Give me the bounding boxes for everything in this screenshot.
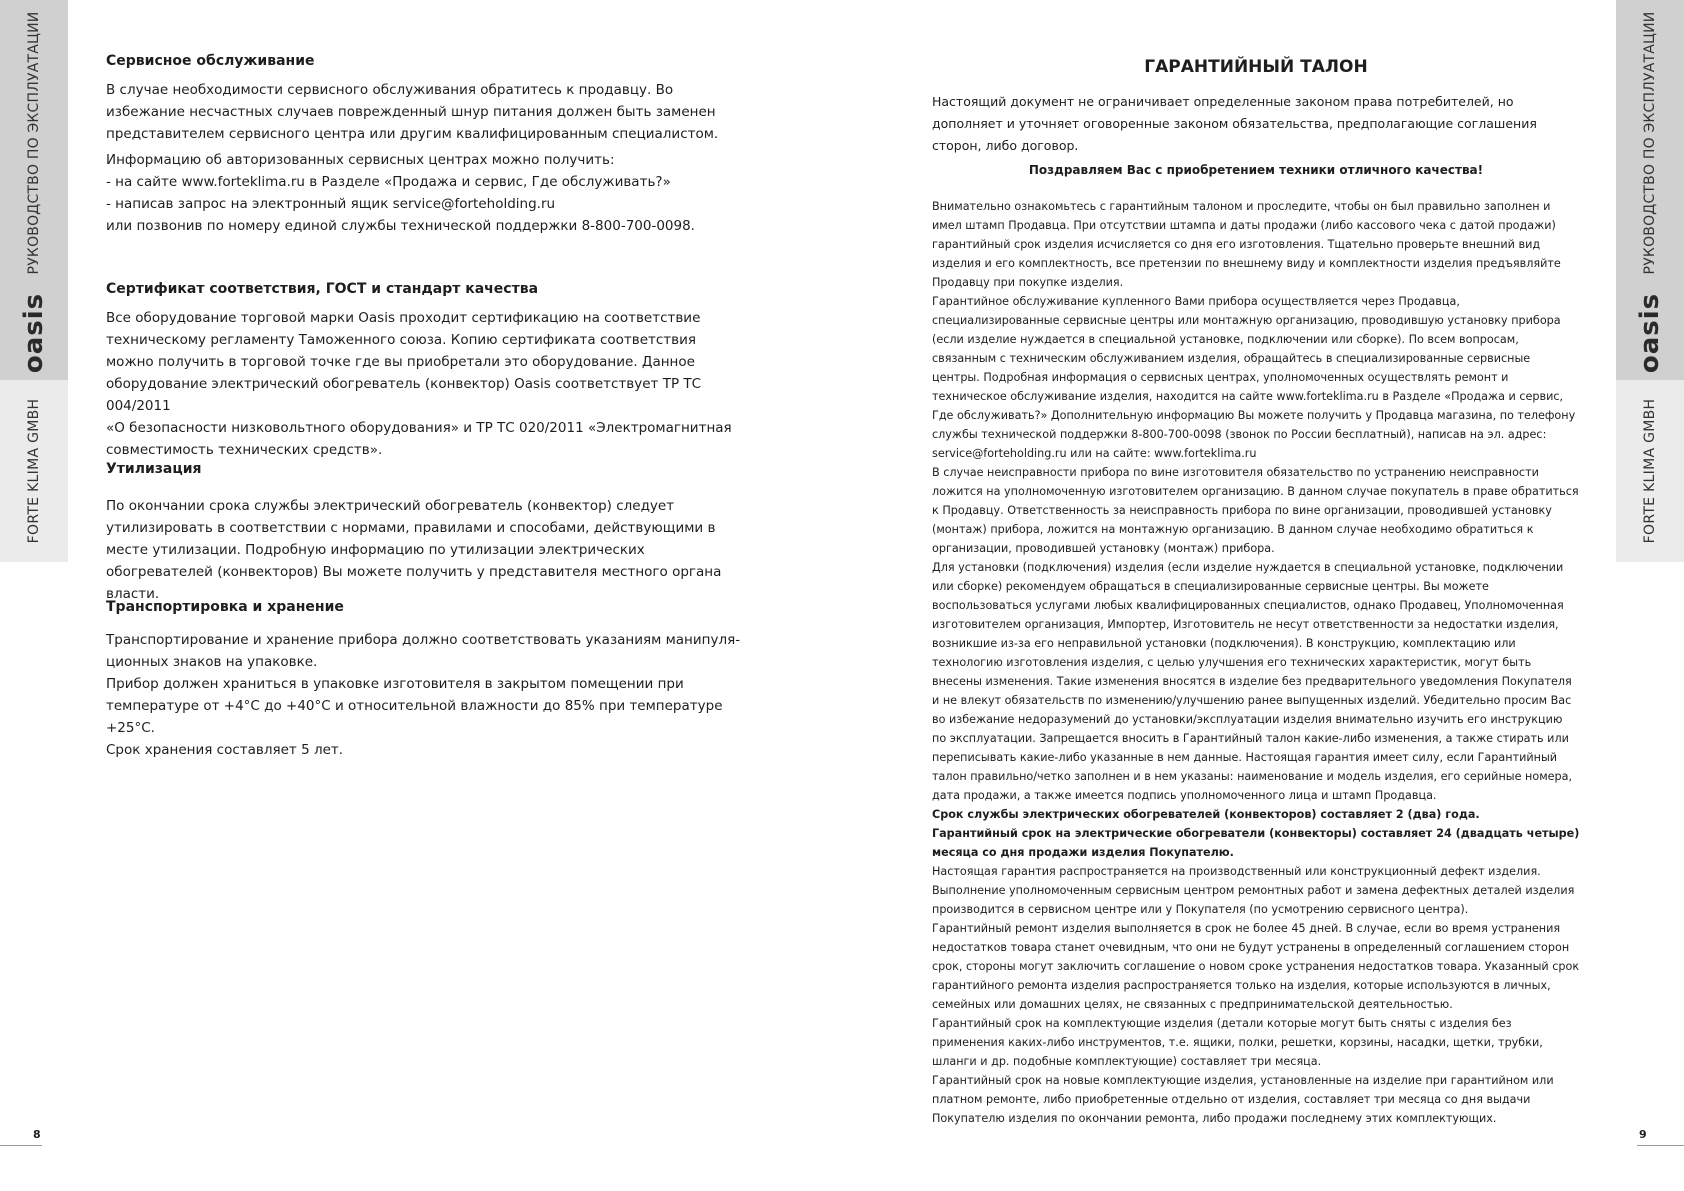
paragraph: Гарантийный срок на новые комплектующие изделия, установленные на изделие при гарантийном или платном ремонте, либо приобретенные отдельно от изделия, составляет три месяца со дня выдачи Покупателю изделия по окончании ремонта, либо продажи последнему этих комплектующих.	[932, 1074, 1554, 1125]
paragraph: - на сайте www.forteklima.ru в Разделе «Продажа и сервис, Где обслуживать?»	[106, 174, 671, 190]
warranty-intro: Настоящий документ не ограничивает определенные законом права потребителей, но дополняет и уточняет оговоренные законом обязательства, предполагающие соглашения сторон, либо договор.	[932, 94, 1537, 153]
warranty-period-line: Гарантийный срок на электрические обогреватели (конвекторы) составляет 24 (двадцать четыре) месяца со дня продажи изделия Покупателю.	[932, 827, 1580, 859]
paragraph: Настоящая гарантия распространяется на производственный или конструкционный дефект изделия. Выполнение уполномоченным сервисным центром ремонтных работ и замена дефектных деталей изделия производится в сервисном центре или у Покупателя (по усмотрению сервисного центра).	[932, 865, 1575, 916]
manual-label: РУКОВОДСТВО ПО ЭКСПЛУАТАЦИИ	[1642, 11, 1658, 274]
paragraph: Гарантийное обслуживание купленного Вами прибора осуществляется через Продавца, специализированные сервисные центры или монтажную организацию, проводившую установку прибора (если изделие нуждается в специальной установке, подключении или сборке). По всем вопросам, связанным с техническим обслуживанием изделия, обращайтесь в специализированные сервисные центры. Подробная информация о сервисных центрах, уполномоченных осуществлять ремонт и техническое обслуживание изделия, находится на сайте www.forteklima.ru в Разделе «Продажа и сервис, Где обслуживать?» Дополнительную информацию Вы можете получить у Продавца магазина, по телефону службы технической поддержки 8-800-700-0098 (звонок по России бесплатный), написав на эл. адрес: service@forteholding.ru или на сайте: www.forteklima.ru	[932, 295, 1576, 460]
section-certificate	[106, 281, 746, 461]
paragraph: Для установки (подключения) изделия (если изделие нуждается в специальной установке, подключении или сборке) рекомендуем обращаться в специализированные сервисные центры. Вы можете воспользоваться услугами любых квалифицированных специалистов, однако Продавец, Уполномоченная изготовителем организация, Импортер, Изготовитель не несут ответственности за недостатки изделия, возникшие из-за его неправильной установки (подключения). В конструкцию, комплектацию или технологию изготовления изделия, с целью улучшения его технических характеристик, могут быть внесены изменения. Такие изменения вносятся в изделие без предварительного уведомления Покупателя и не влекут обязательств по изменению/улучшению ранее выпущенных изделий. Убедительно просим Вас во избежание недоразумений до установки/эксплуатации изделия внимательно изучить его инструкцию по эксплуатации. Запрещается вносить в Гарантийный талон какие-либо изменения, а также стирать или переписывать какие-либо указанные в нем данные. Настоящая гарантия имеет силу, если Гарантийный талон правильно/четко заполнен и в нем указаны: наименование и модель изделия, его серийные номера, дата продажи, а также имеется подпись уполномоченного лица и штамп Продавца.	[932, 561, 1573, 802]
section-service	[106, 53, 746, 237]
paragraph: Внимательно ознакомьтесь с гарантийным талоном и проследите, чтобы он был правильно заполнен и имел штамп Продавца. При отсутствии штампа и даты продажи (либо кассового чека с датой продажи) гарантийный срок изделия исчисляется со дня его изготовления. Тщательно проверьте внешний вид изделия и его комплектность, все претензии по внешнему виду и комплектности изделия предъявляйте Продавцу при покупке изделия.	[932, 200, 1561, 289]
manual-label: РУКОВОДСТВО ПО ЭКСПЛУАТАЦИИ	[26, 11, 42, 274]
paragraph: Информацию об авторизованных сервисных центрах можно получить:	[106, 152, 615, 168]
company-label: FORTE KLIMA GMBH	[26, 398, 42, 544]
page-number-rule	[1637, 1145, 1684, 1146]
side-strip-light	[0, 380, 68, 562]
page-number: 8	[33, 1128, 41, 1141]
section-heading: Сервисное обслуживание	[106, 53, 315, 69]
side-strip-light	[1616, 380, 1684, 562]
section-heading: Транспортировка и хранение	[106, 599, 344, 615]
warranty-card	[932, 57, 1580, 1128]
paragraph: Все оборудование торговой марки Oasis проходит сертификацию на соответствие техническому регламенту Таможенного союза. Копию сертификата соответствия можно получить в торговой точке где вы приобретали это оборудование. Данное оборудование электрический обогреватель (конвектор) Oasis соответствует ТР ТС 004/2011	[106, 310, 702, 414]
section-disposal	[106, 461, 746, 605]
paragraph: Гарантийный ремонт изделия выполняется в срок не более 45 дней. В случае, если во время устранения недостатков товара станет очевидным, что они не будут устранены в определенный соглашением сторон срок, стороны могут заключить соглашение о новом сроке устранения недостатков товара. Указанный срок гарантийного ремонта изделия распространяется только на изделия, которые используются в личных, семейных или домашних целях, не связанных с предпринимательской деятельностью.	[932, 922, 1580, 1011]
paragraph: - написав запрос на электронный ящик service@forteholding.ru	[106, 196, 556, 212]
paragraph: Гарантийный срок на комплектующие изделия (детали которые могут быть сняты с изделия без применения каких-либо инструментов, т.е. ящики, полки, решетки, корзины, насадки, щетки, трубки, шланги и др. подобные комплектующие) составляет три месяца.	[932, 1017, 1543, 1068]
paragraph: «О безопасности низковольтного оборудования» и ТР ТС 020/2011 «Электромагнитная совместимость технических средств».	[106, 420, 732, 458]
paragraph: По окончании срока службы электрический обогреватель (конвектор) следует утилизировать в соответствии с нормами, правилами и способами, действующими в месте утилизации. Подробную информацию по утилизации электрических обогревателей (конвекторов) Вы можете получить у представителя местного органа власти.	[106, 498, 722, 602]
paragraph: В случае неисправности прибора по вине изготовителя обязательство по устранению неисправности ложится на уполномоченную изготовителем организацию. В данном случае покупатель в праве обратиться к Продавцу. Ответственность за неисправность прибора по вине организации, проводившей установку (монтаж) прибора, ложится на монтажную организацию. В данном случае необходимо обратиться к организации, проводившей установку (монтаж) прибора.	[932, 466, 1579, 555]
section-transport	[106, 599, 746, 761]
warranty-title: ГАРАНТИЙНЫЙ ТАЛОН	[1144, 57, 1368, 77]
brand-logo: oasis	[19, 292, 49, 373]
paragraph: Транспортирование и хранение прибора должно соответствовать указаниям манипуля-ционных знаков на упаковке.	[106, 632, 741, 670]
paragraph: Прибор должен храниться в упаковке изготовителя в закрытом помещении при температуре от +4°С до +40°С и относительной влажности до 85% при температуре +25°С.	[106, 676, 723, 736]
section-heading: Сертификат соответствия, ГОСТ и стандарт качества	[106, 281, 539, 297]
paragraph: или позвонив по номеру единой службы технической поддержки 8-800-700-0098.	[106, 218, 695, 234]
brand-logo: oasis	[1635, 292, 1665, 373]
service-life-line: Срок службы электрических обогревателей (конвекторов) составляет 2 (два) года.	[932, 808, 1480, 821]
side-strip-dark	[1616, 0, 1684, 380]
company-label: FORTE KLIMA GMBH	[1642, 398, 1658, 544]
section-heading: Утилизация	[106, 461, 202, 477]
congrats-line: Поздравляем Вас с приобретением техники отличного качества!	[1028, 163, 1484, 177]
warranty-body	[932, 197, 1580, 1128]
paragraph: В случае необходимости сервисного обслуживания обратитесь к продавцу. Во избежание несчастных случаев поврежденный шнур питания должен быть заменен представителем сервисного центра или другим квалифицированным специалистом.	[106, 82, 719, 142]
page-number-rule	[0, 1145, 42, 1146]
side-strip-dark	[0, 0, 68, 380]
page-number: 9	[1639, 1128, 1647, 1141]
paragraph: Срок хранения составляет 5 лет.	[106, 742, 344, 758]
